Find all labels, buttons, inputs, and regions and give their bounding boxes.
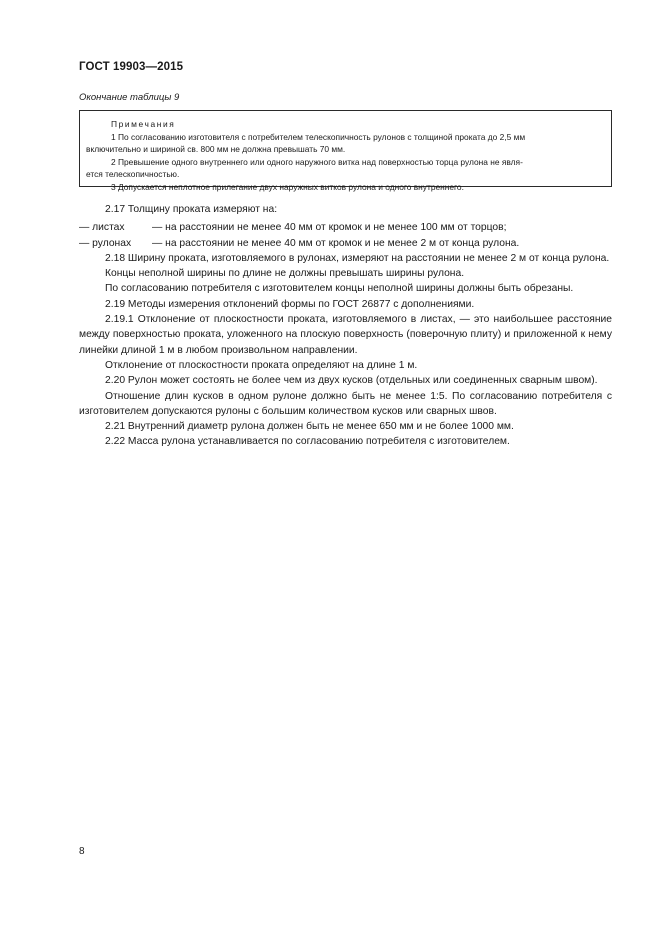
note-2-line-1: 2 Превышение одного внутреннего или одного наружного витка над поверхностью торца рулона не явля- [111, 156, 523, 167]
page-number: 8 [79, 846, 85, 857]
document-body [79, 202, 612, 450]
clause-2-21: 2.21 Внутренний диаметр рулона должен быть не менее 650 мм и не более 1000 мм. [105, 421, 514, 433]
list-term: — рулонах [79, 237, 132, 249]
clause-2-18-paragraph-b: По согласованию потребителя с изготовителем концы неполной ширины должны быть обрезаны. [105, 283, 574, 295]
list-text: — на расстоянии не менее 40 мм от кромок и не менее 2 м от конца рулона. [152, 237, 520, 249]
clause-2-20-paragraph-a: Отношение длин кусков в одном рулоне должно быть не менее 1:5. По согласованию потребителя с изготовителем допускаются рулоны с большим количеством кусков или сварных швов. [79, 390, 612, 417]
clause-2-19: 2.19 Методы измерения отклонений формы по ГОСТ 26877 с дополнениями. [105, 298, 475, 310]
clause-2-22: 2.22 Масса рулона устанавливается по согласованию потребителя с изготовителем. [105, 436, 510, 448]
list-text: — на расстоянии не менее 40 мм от кромок и не менее 100 мм от торцов; [152, 222, 507, 234]
clause-2-18: 2.18 Ширину проката, изготовляемого в рулонах, измеряют на расстоянии не менее 2 м от конца рулона. [105, 252, 610, 264]
notes-box [79, 110, 612, 192]
clause-2-19-1-paragraph-a: Отклонение от плоскостности проката определяют на длине 1 м. [105, 359, 418, 371]
note-1-line-2: включительно и шириной св. 800 мм не должна превышать 70 мм. [86, 144, 346, 155]
note-2-line-2: ется телескопичностью. [86, 169, 180, 180]
list-item-coils [79, 236, 612, 251]
note-1-line-1: 1 По согласованию изготовителя с потребителем телескопичность рулонов с толщиной проката до 2,5 мм [111, 131, 526, 142]
notes-title: Примечания [111, 119, 176, 129]
clause-2-20: 2.20 Рулон может состоять не более чем из двух кусков (отдельных или соединенных сварным швом). [105, 375, 598, 387]
document-code: ГОСТ 19903—2015 [79, 61, 184, 73]
table-caption: Окончание таблицы 9 [79, 92, 180, 103]
clause-2-17: 2.17 Толщину проката измеряют на: [105, 204, 278, 215]
note-3-line-1: 3 Допускается неплотное прилегание двух наружных витков рулона и одного внутреннего. [111, 181, 464, 192]
list-item-sheets [79, 220, 612, 235]
clause-2-18-paragraph-a: Концы неполной ширины по длине не должны превышать ширины рулона. [105, 268, 465, 280]
list-term: — листах [79, 222, 125, 234]
clause-2-19-1: 2.19.1 Отклонение от плоскостности проката, изготовляемого в листах, — это наибольшее расстояние между поверхностью проката, уложенного на плоскую поверхность (поверочную плиту) и приложенной к нему линейки длиной 1 м в любом произвольном направлении. [79, 314, 612, 356]
